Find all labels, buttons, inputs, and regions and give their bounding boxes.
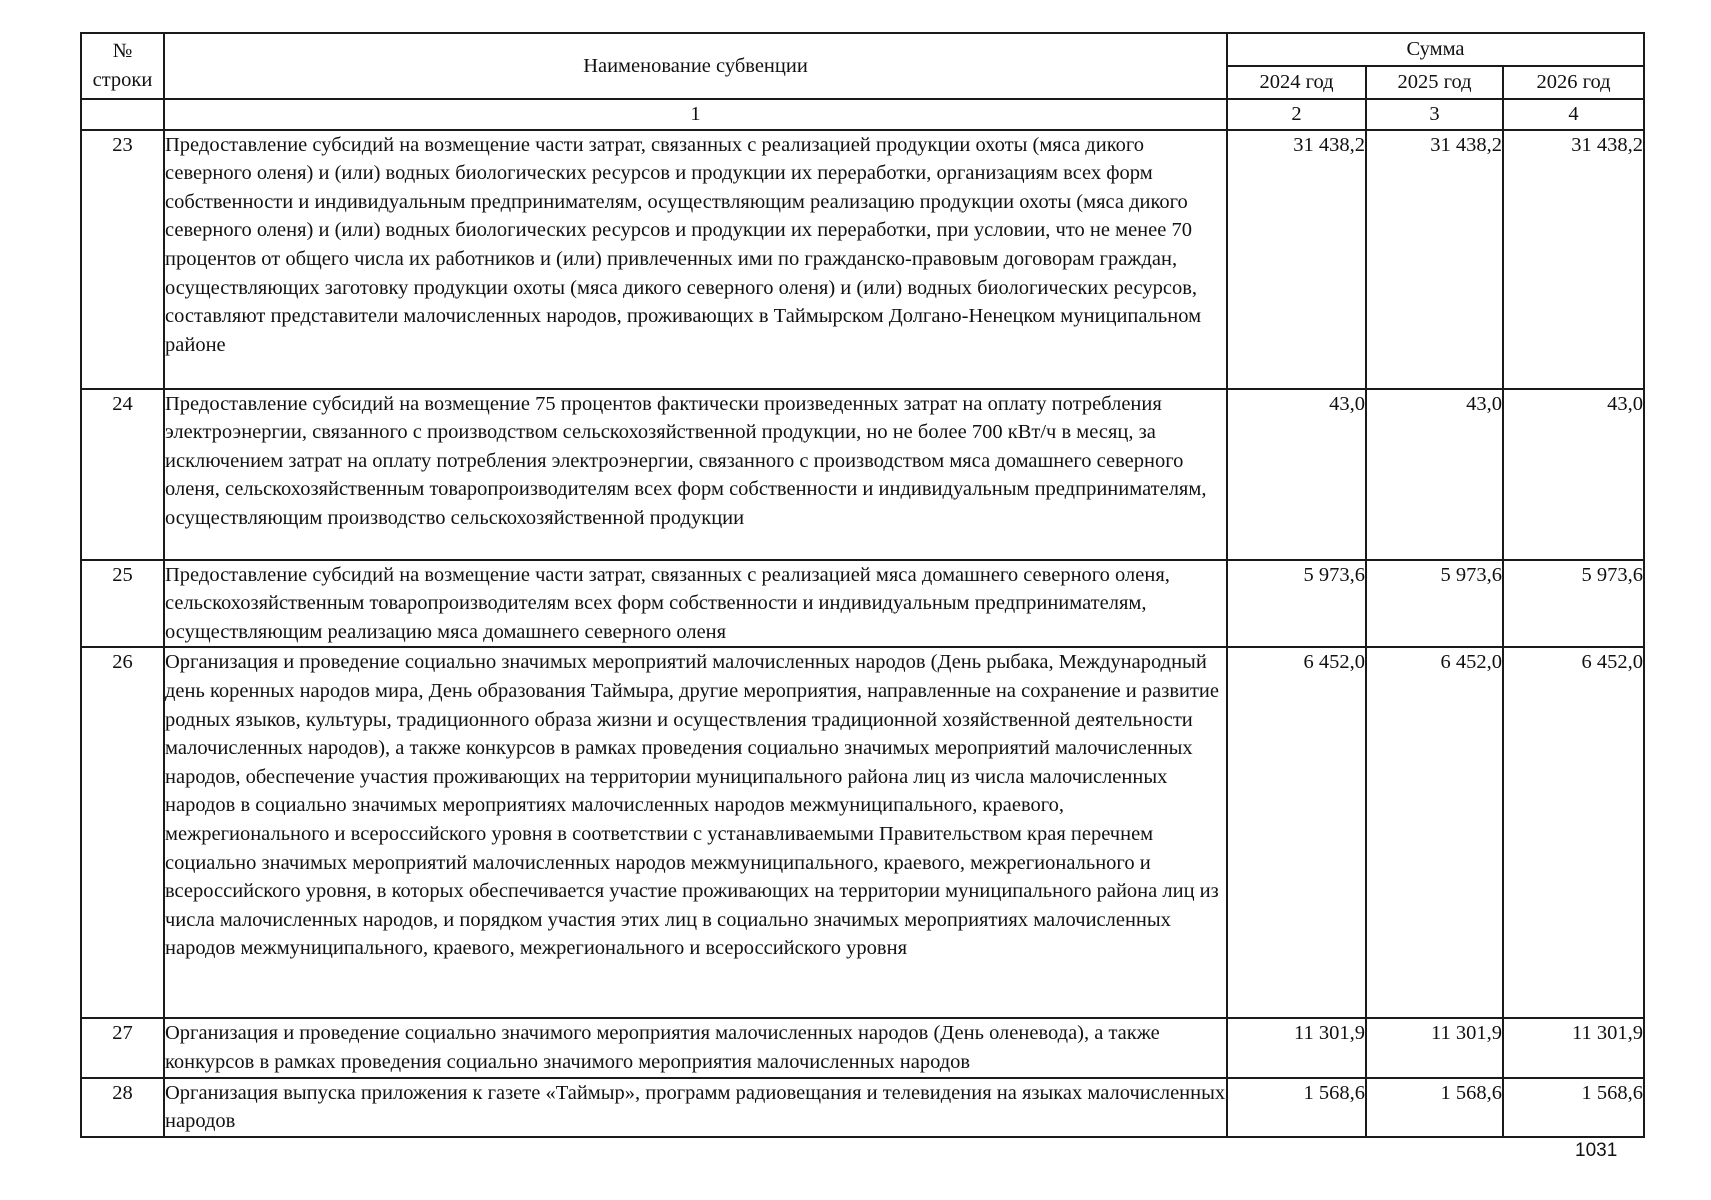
amount-2025: 6 452,0	[1366, 647, 1503, 1018]
table-row	[81, 130, 1644, 389]
subsidy-name: Предоставление субсидий на возмещение 75 процентов фактически произведенных затрат на оплату потребления электроэнергии, связанного с производством сельскохозяйственной продукции, но не более 700 кВт/ч в месяц, за исключением затрат на оплату потребления электроэнергии, связанного с производством мяса домашнего северного оленя, сельскохозяйственным товаропроизводителям всех форм собственности и индивидуальным предпринимателям, осуществляющим производство сельскохозяйственной продукции	[164, 389, 1227, 560]
page-number: 1031	[1575, 1140, 1618, 1161]
amount-2024: 5 973,6	[1227, 560, 1366, 648]
amount-2025: 5 973,6	[1366, 560, 1503, 648]
column-number: 1	[164, 99, 1227, 130]
table-row	[81, 647, 1644, 1018]
row-number: 24	[81, 389, 164, 560]
column-number-empty	[81, 99, 164, 130]
header-row	[81, 33, 1644, 66]
year-header-2025: 2025 год	[1366, 66, 1503, 99]
column-number: 3	[1366, 99, 1503, 130]
amount-2026: 43,0	[1503, 389, 1644, 560]
column-number: 4	[1503, 99, 1644, 130]
year-header-2024: 2024 год	[1227, 66, 1366, 99]
amount-2024: 43,0	[1227, 389, 1366, 560]
subsidy-name: Организация и проведение социально значимого мероприятия малочисленных народов (День оленевода), а также конкурсов в рамках проведения социально значимого мероприятия малочисленных народов	[164, 1018, 1227, 1077]
row-number-header-label: строки	[92, 69, 153, 91]
subsidy-name: Организация и проведение социально значимых мероприятий малочисленных народов (День рыбака, Международный день коренных народов мира, День образования Таймыра, другие мероприятия, направленные на сохранение и развитие родных языков, культуры, традиционного образа жизни и осуществления традиционной хозяйственной деятельности малочисленных народов), а также конкурсов в рамках проведения социально значимых мероприятий малочисленных народов, обеспечение участия проживающих на территории муниципального района лиц из числа малочисленных народов в социально значимых мероприятиях малочисленных народов межмуниципального, краевого, межрегионального и всероссийского уровня в соответствии с устанавливаемыми Правительством края перечнем социально значимых мероприятий малочисленных народов межмуниципального, краевого, межрегионального и всероссийского уровня, в которых обеспечивается участие проживающих на территории муниципального района лиц из числа малочисленных народов, и порядком участия этих лиц в социально значимых мероприятиях малочисленных народов межмуниципального, краевого, межрегионального и всероссийского уровня	[164, 647, 1227, 1018]
amount-2026: 11 301,9	[1503, 1018, 1644, 1077]
subsidy-table	[80, 32, 1645, 1138]
amount-2024: 6 452,0	[1227, 647, 1366, 1018]
subsidy-name: Предоставление субсидий на возмещение части затрат, связанных с реализацией мяса домашнего северного оленя, сельскохозяйственным товаропроизводителям всех форм собственности и индивидуальным предпринимателям, осуществляющим реализацию мяса домашнего северного оленя	[164, 560, 1227, 648]
table-row	[81, 1078, 1644, 1137]
amount-2024: 1 568,6	[1227, 1078, 1366, 1137]
amount-2025: 1 568,6	[1366, 1078, 1503, 1137]
amount-2024: 31 438,2	[1227, 130, 1366, 389]
sum-header: Сумма	[1227, 33, 1644, 66]
table-row	[81, 389, 1644, 560]
column-number-row	[81, 99, 1644, 130]
amount-2026: 1 568,6	[1503, 1078, 1644, 1137]
amount-2026: 31 438,2	[1503, 130, 1644, 389]
column-number: 2	[1227, 99, 1366, 130]
amount-2025: 43,0	[1366, 389, 1503, 560]
table-row	[81, 1018, 1644, 1077]
row-number-header	[81, 33, 164, 99]
row-number: 23	[81, 130, 164, 389]
year-header-2026: 2026 год	[1503, 66, 1644, 99]
amount-2026: 5 973,6	[1503, 560, 1644, 648]
subsidy-name: Организация выпуска приложения к газете «Таймыр», программ радиовещания и телевидения на языках малочисленных народов	[164, 1078, 1227, 1137]
amount-2026: 6 452,0	[1503, 647, 1644, 1018]
table-row	[81, 560, 1644, 648]
subsidy-name-header: Наименование субвенции	[164, 33, 1227, 99]
row-number-header-symbol: №	[112, 40, 133, 63]
amount-2024: 11 301,9	[1227, 1018, 1366, 1077]
amount-2025: 11 301,9	[1366, 1018, 1503, 1077]
row-number: 25	[81, 560, 164, 648]
amount-2025: 31 438,2	[1366, 130, 1503, 389]
subsidy-name: Предоставление субсидий на возмещение части затрат, связанных с реализацией продукции охоты (мяса дикого северного оленя) и (или) водных биологических ресурсов и продукции их переработки, организациям всех форм собственности и индивидуальным предпринимателям, осуществляющим реализацию продукции охоты (мяса дикого северного оленя) и (или) водных биологических ресурсов и продукции их переработки, при условии, что не менее 70 процентов от общего числа их работников и (или) привлеченных ими по гражданско-правовым договорам граждан, осуществляющих заготовку продукции охоты (мяса дикого северного оленя) и (или) водных биологических ресурсов, составляют представители малочисленных народов, проживающих в Таймырском Долгано-Ненецком муниципальном районе	[164, 130, 1227, 389]
row-number: 27	[81, 1018, 164, 1077]
row-number: 28	[81, 1078, 164, 1137]
row-number: 26	[81, 647, 164, 1018]
